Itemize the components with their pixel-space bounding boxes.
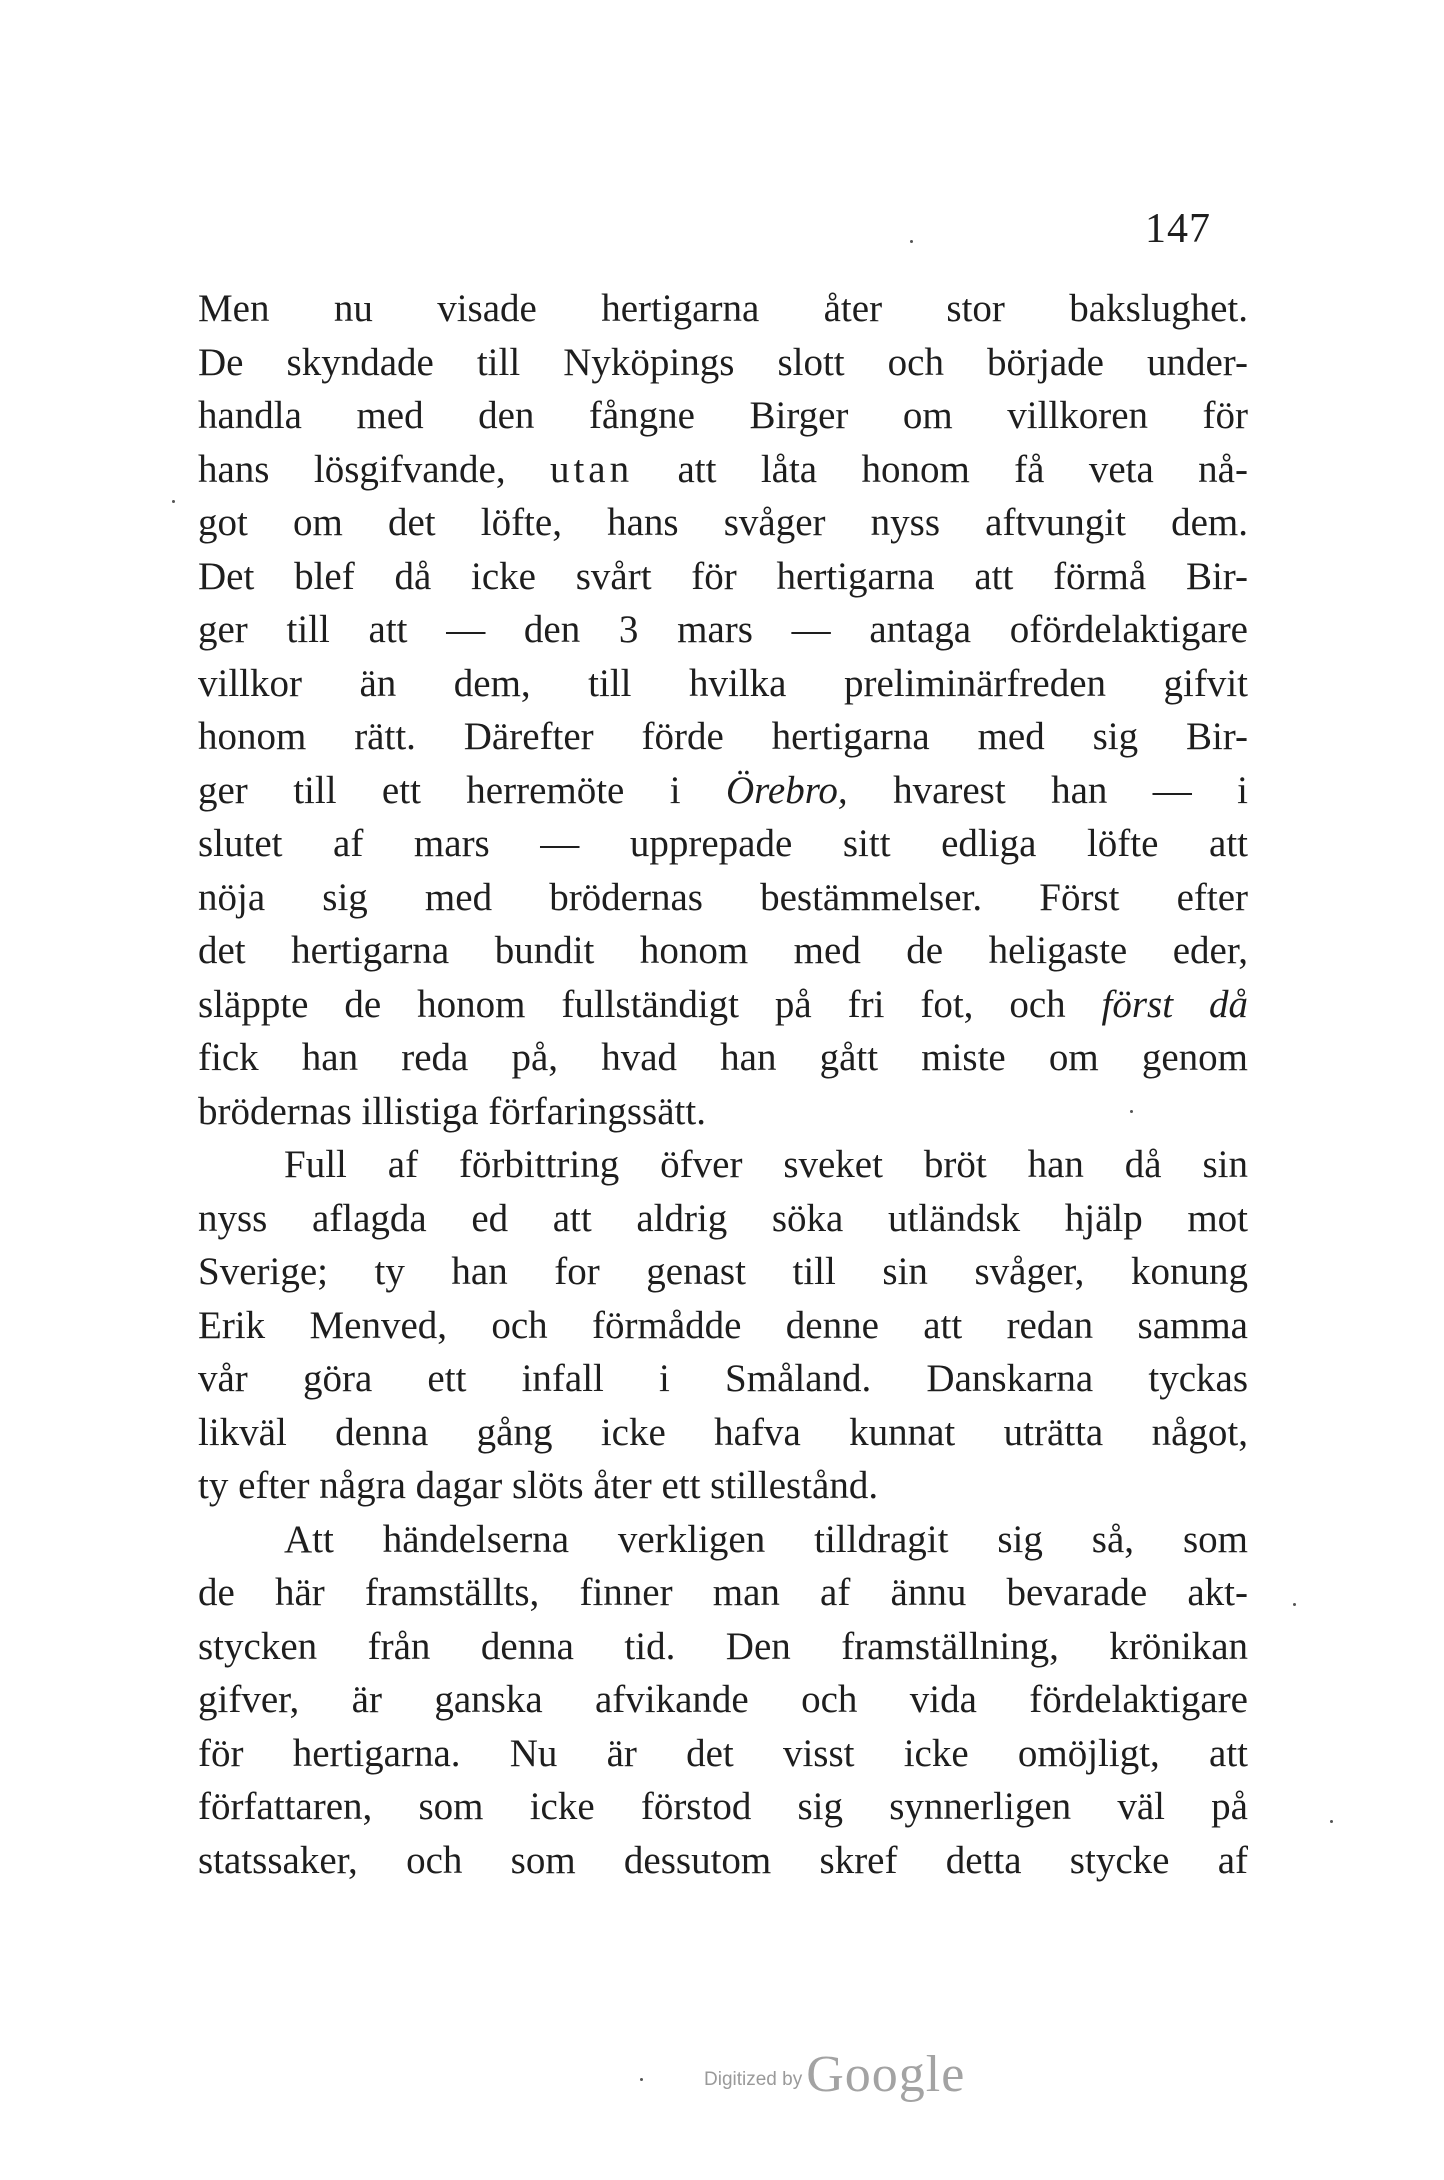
scan-speck bbox=[172, 500, 175, 503]
text-line bbox=[198, 443, 1248, 497]
italic-text: först då bbox=[1101, 982, 1248, 1026]
paragraph bbox=[198, 1513, 1248, 1888]
watermark-prefix: Digitized by bbox=[704, 2069, 803, 2090]
text-line: Det blef då icke svårt för hertigarna att förmå Bir- bbox=[198, 554, 1248, 598]
text-line: gifver, är ganska afvikande och vida fördelaktigare bbox=[198, 1678, 1248, 1721]
text-segment: släppte de honom fullständigt på fri fot, och bbox=[198, 982, 1102, 1026]
text-line: villkor än dem, till hvilka preliminärfreden gifvit bbox=[198, 661, 1248, 705]
text-line: got om det löfte, hans svåger nyss aftvungit dem. bbox=[198, 501, 1248, 544]
text-line: Erik Menved, och förmådde denne att redan samma bbox=[198, 1303, 1248, 1347]
text-segment: ger till ett herremöte i bbox=[198, 768, 726, 812]
text-line: Att händelserna verkligen tilldragit sig så, som bbox=[284, 1517, 1248, 1561]
text-line: statssaker, och som dessutom skref detta stycke af bbox=[198, 1838, 1248, 1882]
digitized-watermark bbox=[704, 2045, 965, 2104]
scan-speck bbox=[1330, 1820, 1333, 1823]
text-segment: hvarest han — i bbox=[847, 768, 1248, 812]
spaced-text: utan bbox=[549, 447, 634, 491]
text-line: handla med den fångne Birger om villkoren för bbox=[198, 394, 1248, 437]
text-line: författaren, som icke förstod sig synnerligen väl på bbox=[198, 1785, 1248, 1828]
text-line: fick han reda på, hvad han gått miste om genom bbox=[198, 1036, 1248, 1079]
scan-speck bbox=[640, 2078, 643, 2081]
scan-speck bbox=[1130, 1110, 1133, 1113]
text-line: ger till att — den 3 mars — antaga ofördelaktigare bbox=[198, 608, 1248, 651]
text-line bbox=[198, 764, 1248, 818]
text-line: Men nu visade hertigarna åter stor bakslughet. bbox=[198, 287, 1248, 330]
text-segment: hans lösgifvande, bbox=[198, 447, 550, 491]
text-line: vår göra ett infall i Småland. Danskarna tyckas bbox=[198, 1357, 1248, 1400]
text-segment: att låta honom få veta nå- bbox=[633, 447, 1248, 491]
italic-text: Örebro, bbox=[725, 768, 848, 812]
body-text bbox=[198, 282, 1248, 1887]
paragraph bbox=[198, 1138, 1248, 1513]
text-line: De skyndade till Nyköpings slott och började under- bbox=[198, 340, 1248, 384]
text-line: de här framställts, finner man af ännu bevarade akt- bbox=[198, 1571, 1248, 1614]
text-line: stycken från denna tid. Den framställning, krönikan bbox=[198, 1624, 1248, 1668]
text-line: slutet af mars — upprepade sitt edliga löfte att bbox=[198, 822, 1248, 865]
scan-speck bbox=[1293, 1603, 1296, 1606]
text-line: det hertigarna bundit honom med de heligaste eder, bbox=[198, 929, 1248, 972]
text-line: honom rätt. Därefter förde hertigarna med sig Bir- bbox=[198, 715, 1248, 758]
watermark-brand: Google bbox=[806, 2046, 966, 2103]
text-line: ty efter några dagar slöts åter ett stillestånd. bbox=[198, 1464, 879, 1507]
text-line bbox=[198, 978, 1248, 1032]
text-line: likväl denna gång icke hafva kunnat uträtta något, bbox=[198, 1410, 1248, 1454]
text-line: Sverige; ty han for genast till sin svåger, konung bbox=[198, 1250, 1248, 1293]
text-line: brödernas illistiga förfaringssätt. bbox=[198, 1089, 706, 1133]
page-number: 147 bbox=[1145, 206, 1211, 252]
text-line: nöja sig med brödernas bestämmelser. Först efter bbox=[198, 875, 1248, 919]
paragraph bbox=[198, 282, 1248, 1138]
scan-speck bbox=[910, 240, 913, 243]
text-line: Full af förbittring öfver sveket bröt han då sin bbox=[284, 1143, 1248, 1186]
text-line: nyss aflagda ed att aldrig söka utländsk hjälp mot bbox=[198, 1196, 1248, 1240]
text-line: för hertigarna. Nu är det visst icke omöjligt, att bbox=[198, 1731, 1248, 1775]
